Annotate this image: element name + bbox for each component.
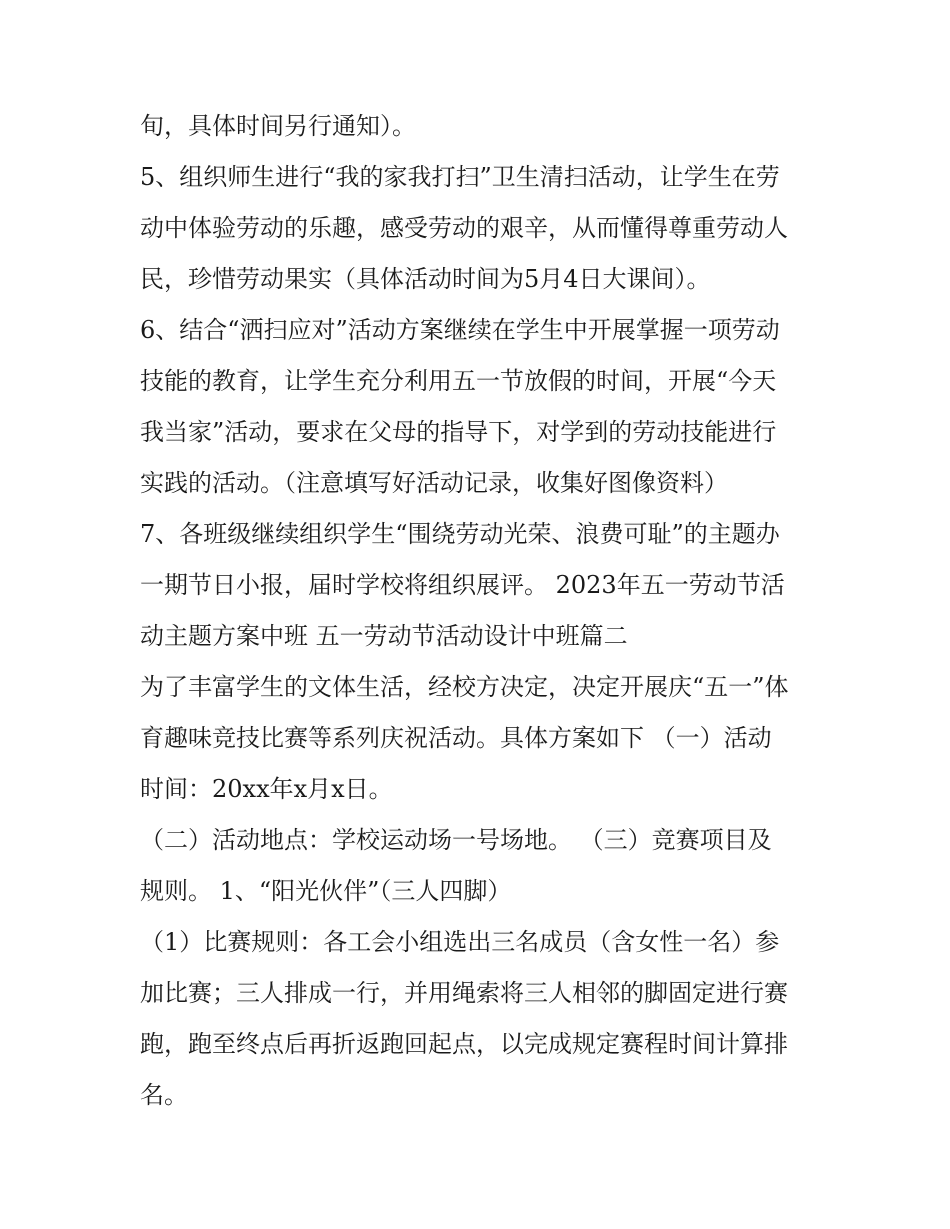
text-line: 名。 (140, 1081, 188, 1109)
text-line: （1）比赛规则：各工会小组选出三名成员（含女性一名）参 (140, 928, 780, 956)
text-line: 技能的教育，让学生充分利用五一节放假的时间，开展“今天 (140, 367, 777, 395)
text-line: 旬，具体时间另行通知）。 (140, 112, 416, 140)
text-line: 民，珍惜劳动果实（具体活动时间为5月4日大课间）。 (140, 265, 711, 293)
text-line: （二）活动地点：学校运动场一号场地。 （三）竞赛项目及 (140, 826, 772, 854)
text-line: 加比赛；三人排成一行，并用绳索将三人相邻的脚固定进行赛 (140, 979, 788, 1007)
text-line: 动主题方案中班 五一劳动节活动设计中班篇二 (140, 622, 628, 650)
text-line: 实践的活动。（注意填写好活动记录，收集好图像资料） (140, 469, 728, 497)
document-body (140, 101, 820, 1121)
text-line: 6、结合“洒扫应对”活动方案继续在学生中开展掌握一项劳动 (140, 316, 780, 344)
text-line: 规则。 1、“阳光伙伴”（三人四脚） (140, 877, 512, 905)
text-line: 为了丰富学生的文体生活，经校方决定，决定开展庆“五一”体 (140, 673, 789, 701)
text-line: 一期节日小报，届时学校将组织展评。 2023年五一劳动节活 (140, 571, 785, 599)
text-line: 7、各班级继续组织学生“围绕劳动光荣、浪费可耻”的主题办 (140, 520, 780, 548)
text-line: 育趣味竞技比赛等系列庆祝活动。具体方案如下 （一）活动 (140, 724, 772, 752)
text-line: 我当家”活动，要求在父母的指导下，对学到的劳动技能进行 (140, 418, 777, 446)
text-line: 跑，跑至终点后再折返跑回起点，以完成规定赛程时间计算排 (140, 1030, 788, 1058)
text-line: 动中体验劳动的乐趣，感受劳动的艰辛，从而懂得尊重劳动人 (140, 214, 788, 242)
text-line: 时间：20xx年x月x日。 (140, 775, 393, 803)
text-line: 5、组织师生进行“我的家我打扫”卫生清扫活动，让学生在劳 (140, 163, 780, 191)
